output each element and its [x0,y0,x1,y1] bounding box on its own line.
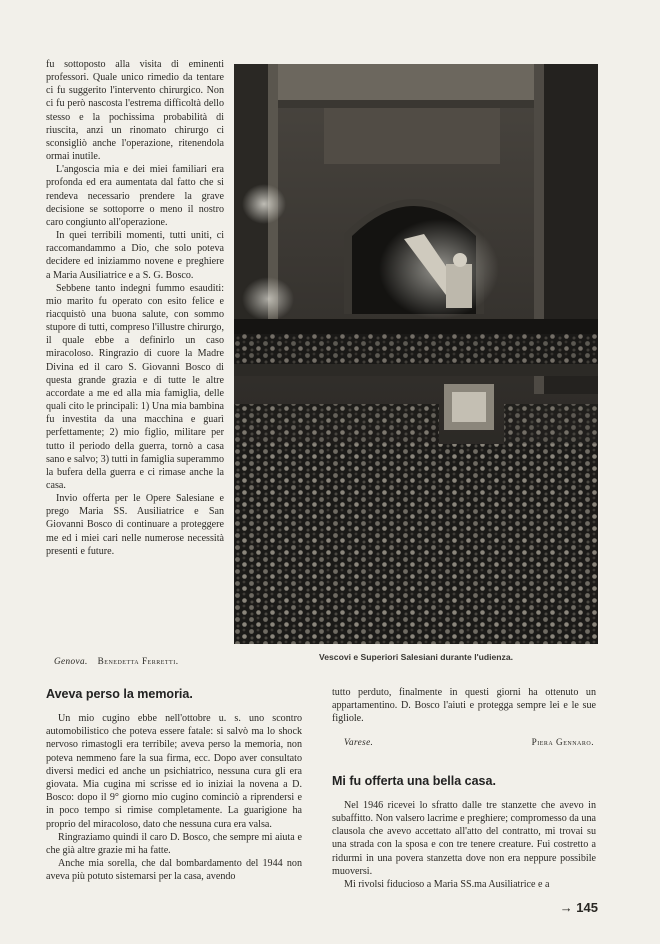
article-column-left [46,686,302,884]
paragraph: Anche mia sorella, che dal bombardamento del 1944 non aveva più potuto sistemarsi per la casa, avendo [46,858,302,883]
paragraph: fu sottoposto alla visita di eminenti professori. Quale unico rimedio da tentare ci fu suggerito l'intervento chirurgico. Non ci fu però nascosta l'estrema difficoltà dello stesso e la pochissima probabilità di riuscita, anzi un rinomato chirurgo ci sconsigliò anche l'operazione, ritenendola ormai inutile. [46,59,224,163]
signature-name: Benedetta Ferretti. [97,656,179,666]
paragraph: L'angoscia mia e dei miei familiari era profonda ed era aumentata dal fatto che si rendeva necessario prendere la grave decisione se sottoporre o meno il nostro caro congiunto all'operazione. [46,164,224,228]
signature-place: Varese. [344,736,374,747]
paragraph: Mi rivolsi fiducioso a Maria SS.ma Ausiliatrice e a [344,879,550,891]
article-title: Aveva perso la memoria. [46,687,193,701]
paragraph: Sebbene tanto indegni fummo esauditi: mio marito fu operato con esito felice e riacquistò una buona salute, con sommo stupore di tutti, compreso l'illustre chirurgo, il quale ebbe a definirlo un caso miracoloso. Ringrazio di cuore la Madre Divina ed il caro S. Giovanni Bosco di questa grande grazia e di tutte le altre accordate a me ed alla mia famiglia, delle quali cito le principali: 1) Una mia bambina fu investita da una macchina e guarì perfettamente; 2) mio figlio, militare per tutto il periodo della guerra, tornò a casa sano e salvo; 3) tutti in famiglia superammo la bufera della guerra e ci rimase anche la casa. [46,282,225,491]
signature-top [54,656,232,666]
page-number: → 145 [559,900,598,915]
audience-photograph [234,64,598,644]
signature-name: Piera Gennaro. [531,736,594,747]
paragraph: Nel 1946 ricevei lo sfratto dalle tre stanzette che avevo in subaffitto. Non valsero lacrime e preghiere; compromesso da una clausola che avevo accettato all'atto del contratto, mi trovai su una strada con la sposa e con tre tenere creature. Fui costretto a ridurmi in una povera stanzetta dove non era neppure possibile muoversi. [332,799,596,877]
paragraph: Invio offerta per le Opere Salesiane e prego Maria SS. Ausiliatrice e San Giovanni Bosco di continuare a proteggere me ed i miei cari nelle numerose necessità presenti e future. [46,493,224,557]
signature-place: Genova. [54,656,88,666]
photo-caption: Vescovi e Superiori Salesiani durante l'udienza. [318,652,514,662]
top-left-column [46,58,224,558]
signature-article-1 [344,736,594,749]
article-column-right [332,686,596,891]
paragraph: Ringraziamo quindi il caro D. Bosco, che sempre mi aiuta e che già altre grazie mi ha fatte. [46,831,302,857]
paragraph: In quei terribili momenti, tutti uniti, ci raccomandammo a Dio, che solo poteva decidere ed iniziammo novene e preghiere a Maria Ausiliatrice e a S. G. Bosco. [46,230,224,281]
paragraph: tutto perduto, finalmente in questi giorni ha ottenuto un appartamentino. D. Bosco l'aiuti e protegga sempre lei e le sue figliole. [332,687,596,725]
paragraph: Un mio cugino ebbe nell'ottobre u. s. uno scontro automobilistico che poteva essere fatale: si salvò ma lo shock nervoso rimastogli era terribile; aveva perso la memoria, non poteva nemmeno fare la sua firma, ecc. Dopo aver consultato diversi medici ed anche un psichiatrico, nessuna cura gli era giovata. Mia cugina mi scrisse ed io iniziai la novena a D. Bosco: dopo il 9° giorno mio cugino cominciò a riprendersi e in poco tempo si rimise completamente. La guarigione ha proprio del miracoloso, dato che nessuna cura era valsa. [46,713,302,830]
article-title: Mi fu offerta una bella casa. [332,773,496,788]
